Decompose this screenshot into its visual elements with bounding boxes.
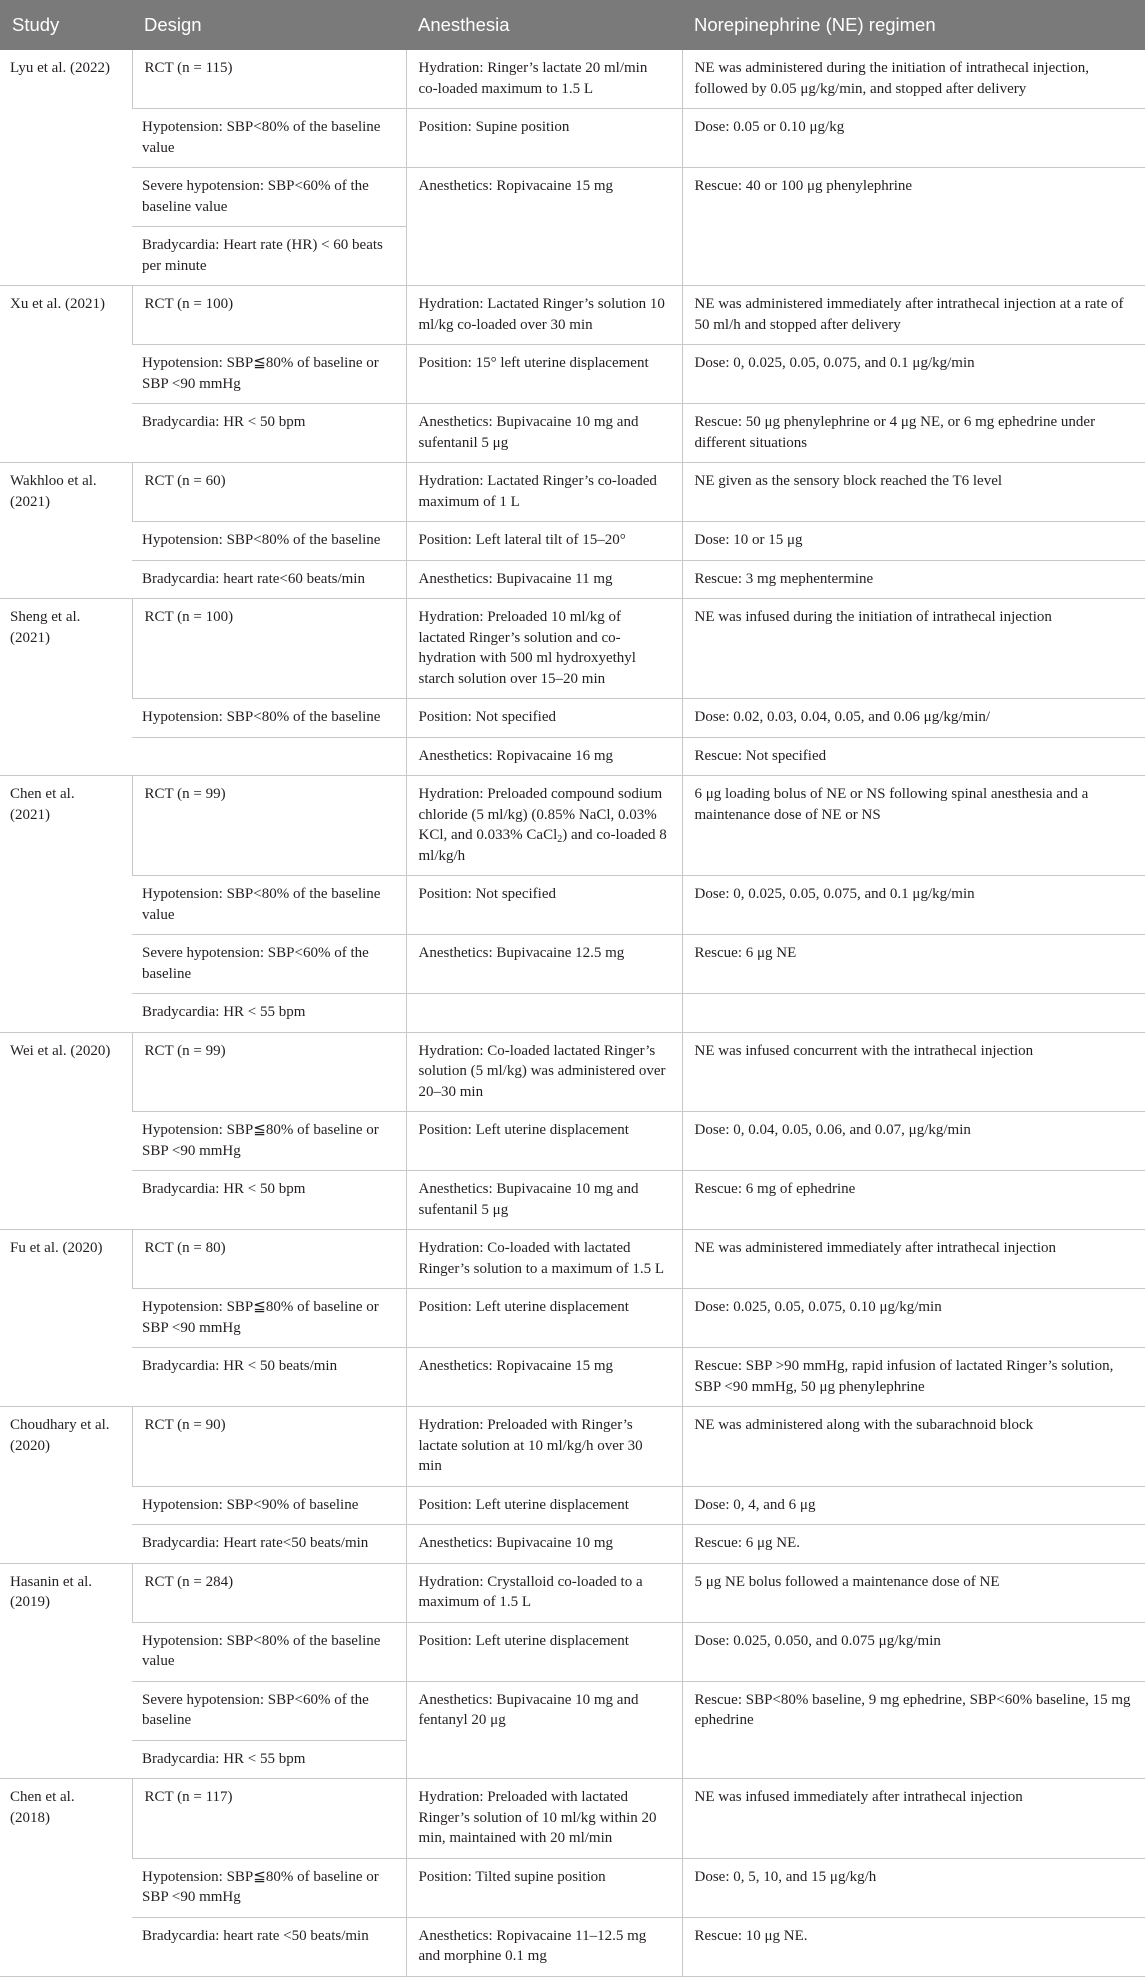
- ne-regimen-cell: Rescue: Not specified: [682, 737, 1145, 776]
- ne-regimen-cell: Dose: 0.05 or 0.10 μg/kg: [682, 109, 1145, 168]
- ne-regimen-cell: Rescue: 6 mg of ephedrine: [682, 1171, 1145, 1230]
- anesthesia-cell: Position: Left lateral tilt of 15–20°: [406, 522, 682, 561]
- ne-regimen-cell: Rescue: 10 μg NE.: [682, 1917, 1145, 1976]
- table-row: [0, 1681, 1145, 1740]
- study-cell: Xu et al. (2021): [0, 286, 132, 463]
- design-cell: Hypotension: SBP<80% of the baseline value: [132, 876, 406, 935]
- design-cell: Bradycardia: Heart rate<50 beats/min: [132, 1525, 406, 1564]
- design-cell: RCT (n = 99): [132, 1032, 406, 1112]
- design-cell: RCT (n = 60): [132, 463, 406, 522]
- ne-regimen-cell: NE was administered during the initiation of intrathecal injection, followed by 0.05 μg/kg/min, and stopped after delivery: [682, 50, 1145, 109]
- table-row: [0, 1563, 1145, 1622]
- ne-regimen-cell: Dose: 10 or 15 μg: [682, 522, 1145, 561]
- design-cell: [132, 737, 406, 776]
- anesthesia-cell: Anesthetics: Bupivacaine 11 mg: [406, 560, 682, 599]
- anesthesia-cell: Position: Left uterine displacement: [406, 1289, 682, 1348]
- ne-regimen-cell: Dose: 0.02, 0.03, 0.04, 0.05, and 0.06 μg/kg/min/: [682, 699, 1145, 738]
- design-cell: Severe hypotension: SBP<60% of the baseline value: [132, 168, 406, 227]
- anesthesia-cell: Position: 15° left uterine displacement: [406, 345, 682, 404]
- anesthesia-cell: Hydration: Lactated Ringer’s solution 10 ml/kg co-loaded over 30 min: [406, 286, 682, 345]
- ne-regimen-cell: NE given as the sensory block reached the T6 level: [682, 463, 1145, 522]
- table-row: [0, 168, 1145, 227]
- ne-regimen-cell: NE was infused concurrent with the intrathecal injection: [682, 1032, 1145, 1112]
- table-row: [0, 935, 1145, 994]
- table-row: [0, 599, 1145, 699]
- table-row: [0, 1171, 1145, 1230]
- ne-regimen-cell: NE was infused during the initiation of intrathecal injection: [682, 599, 1145, 699]
- anesthesia-cell: [406, 776, 682, 876]
- table-row: [0, 286, 1145, 345]
- table-body: [0, 50, 1145, 1976]
- design-cell: RCT (n = 80): [132, 1230, 406, 1289]
- study-cell: Chen et al. (2018): [0, 1779, 132, 1977]
- design-cell: Hypotension: SBP<80% of the baseline value: [132, 109, 406, 168]
- design-cell: RCT (n = 284): [132, 1563, 406, 1622]
- table-row: [0, 699, 1145, 738]
- table-header: [0, 0, 1145, 50]
- ne-regimen-cell: Rescue: 50 μg phenylephrine or 4 μg NE, or 6 mg ephedrine under different situations: [682, 404, 1145, 463]
- design-cell: Bradycardia: heart rate <50 beats/min: [132, 1917, 406, 1976]
- table-row: [0, 876, 1145, 935]
- table-row: [0, 404, 1145, 463]
- table-row: [0, 1622, 1145, 1681]
- anesthesia-cell: Hydration: Preloaded with Ringer’s lactate solution at 10 ml/kg/h over 30 min: [406, 1407, 682, 1487]
- anesthesia-cell: Anesthetics: Bupivacaine 10 mg and sufentanil 5 μg: [406, 1171, 682, 1230]
- anesthesia-cell: Hydration: Lactated Ringer’s co-loaded maximum of 1 L: [406, 463, 682, 522]
- ne-regimen-cell: 6 μg loading bolus of NE or NS following spinal anesthesia and a maintenance dose of NE or NS: [682, 776, 1145, 876]
- design-cell: Bradycardia: heart rate<60 beats/min: [132, 560, 406, 599]
- ne-regimen-cell: NE was administered immediately after intrathecal injection: [682, 1230, 1145, 1289]
- table-row: [0, 1032, 1145, 1112]
- design-cell: RCT (n = 90): [132, 1407, 406, 1487]
- ne-regimen-cell: Dose: 0, 0.04, 0.05, 0.06, and 0.07, μg/kg/min: [682, 1112, 1145, 1171]
- design-cell: RCT (n = 117): [132, 1779, 406, 1859]
- table-row: [0, 1486, 1145, 1525]
- table-row: [0, 1348, 1145, 1407]
- ne-regimen-cell: NE was administered immediately after intrathecal injection at a rate of 50 ml/h and stopped after delivery: [682, 286, 1145, 345]
- design-cell: Bradycardia: Heart rate (HR) < 60 beats per minute: [132, 227, 406, 286]
- ne-regimen-cell: Rescue: 6 μg NE.: [682, 1525, 1145, 1564]
- design-cell: RCT (n = 99): [132, 776, 406, 876]
- design-cell: RCT (n = 100): [132, 286, 406, 345]
- study-cell: Lyu et al. (2022): [0, 50, 132, 286]
- table-row: [0, 50, 1145, 109]
- anesthesia-cell: Anesthetics: Ropivacaine 15 mg: [406, 1348, 682, 1407]
- ne-regimen-cell: Dose: 0.025, 0.05, 0.075, 0.10 μg/kg/min: [682, 1289, 1145, 1348]
- design-cell: Hypotension: SBP≦80% of baseline or SBP <90 mmHg: [132, 1112, 406, 1171]
- table-row: [0, 776, 1145, 876]
- anesthesia-cell: Position: Not specified: [406, 699, 682, 738]
- design-cell: Hypotension: SBP<80% of the baseline: [132, 522, 406, 561]
- ne-regimen-cell: Rescue: SBP >90 mmHg, rapid infusion of lactated Ringer’s solution, SBP <90 mmHg, 50 μg phenylephrine: [682, 1348, 1145, 1407]
- study-cell: Fu et al. (2020): [0, 1230, 132, 1407]
- ne-regimen-cell: Dose: 0, 5, 10, and 15 μg/kg/h: [682, 1858, 1145, 1917]
- anesthesia-cell: Hydration: Preloaded 10 ml/kg of lactated Ringer’s solution and co-hydration with 500 ml hydroxyethyl starch solution over 15–20 min: [406, 599, 682, 699]
- design-cell: Bradycardia: HR < 55 bpm: [132, 1740, 406, 1779]
- design-cell: Bradycardia: HR < 50 bpm: [132, 404, 406, 463]
- study-cell: Sheng et al. (2021): [0, 599, 132, 776]
- table-row: [0, 1779, 1145, 1859]
- anesthesia-cell: Anesthetics: Bupivacaine 10 mg and fentanyl 20 μg: [406, 1681, 682, 1779]
- anesthesia-text: Hydration: Preloaded compound sodium chloride (5 ml/kg) (0.85% NaCl, 0.03% KCl, and 0.033% CaCl: [418, 786, 663, 843]
- column-header-ne-regimen: Norepinephrine (NE) regimen: [682, 0, 1145, 50]
- anesthesia-cell: Position: Not specified: [406, 876, 682, 935]
- design-cell: Hypotension: SBP≦80% of baseline or SBP <90 mmHg: [132, 345, 406, 404]
- anesthesia-cell: Hydration: Ringer’s lactate 20 ml/min co-loaded maximum to 1.5 L: [406, 50, 682, 109]
- anesthesia-cell: Position: Supine position: [406, 109, 682, 168]
- table-row: [0, 1917, 1145, 1976]
- anesthesia-cell: Anesthetics: Bupivacaine 12.5 mg: [406, 935, 682, 994]
- anesthesia-text-tail: ) and co-loaded 8 ml/kg/h: [418, 827, 667, 864]
- table-row: [0, 345, 1145, 404]
- design-cell: RCT (n = 100): [132, 599, 406, 699]
- table-row: [0, 1230, 1145, 1289]
- design-cell: Severe hypotension: SBP<60% of the baseline: [132, 1681, 406, 1740]
- study-cell: Wei et al. (2020): [0, 1032, 132, 1230]
- anesthesia-cell: Hydration: Co-loaded lactated Ringer’s solution (5 ml/kg) was administered over 20–30 min: [406, 1032, 682, 1112]
- design-cell: Severe hypotension: SBP<60% of the baseline: [132, 935, 406, 994]
- study-cell: Wakhloo et al. (2021): [0, 463, 132, 599]
- ne-regimen-cell: 5 μg NE bolus followed a maintenance dose of NE: [682, 1563, 1145, 1622]
- study-cell: Hasanin et al. (2019): [0, 1563, 132, 1779]
- ne-regimen-cell: NE was administered along with the subarachnoid block: [682, 1407, 1145, 1487]
- table-row: [0, 1112, 1145, 1171]
- table-row: [0, 737, 1145, 776]
- column-header-anesthesia: Anesthesia: [406, 0, 682, 50]
- anesthesia-cell: Hydration: Preloaded with lactated Ringer’s solution of 10 ml/kg within 20 min, maintained with 20 ml/min: [406, 1779, 682, 1859]
- column-header-study: Study: [0, 0, 132, 50]
- ne-regimen-cell: NE was infused immediately after intrathecal injection: [682, 1779, 1145, 1859]
- header-row: [0, 0, 1145, 50]
- table-row: [0, 1858, 1145, 1917]
- table-row: [0, 994, 1145, 1033]
- table-row: [0, 1525, 1145, 1564]
- anesthesia-cell: Position: Left uterine displacement: [406, 1486, 682, 1525]
- design-cell: Bradycardia: HR < 50 beats/min: [132, 1348, 406, 1407]
- anesthesia-cell: Hydration: Co-loaded with lactated Ringer’s solution to a maximum of 1.5 L: [406, 1230, 682, 1289]
- ne-regimen-cell: Dose: 0, 0.025, 0.05, 0.075, and 0.1 μg/kg/min: [682, 345, 1145, 404]
- ne-regimen-cell: Rescue: 3 mg mephentermine: [682, 560, 1145, 599]
- design-cell: Bradycardia: HR < 55 bpm: [132, 994, 406, 1033]
- anesthesia-cell: Anesthetics: Bupivacaine 10 mg and sufentanil 5 μg: [406, 404, 682, 463]
- anesthesia-cell: Position: Left uterine displacement: [406, 1622, 682, 1681]
- table-row: [0, 1407, 1145, 1487]
- table-row: [0, 1289, 1145, 1348]
- design-cell: Bradycardia: HR < 50 bpm: [132, 1171, 406, 1230]
- table-row: [0, 109, 1145, 168]
- anesthesia-cell: Anesthetics: Ropivacaine 16 mg: [406, 737, 682, 776]
- design-cell: Hypotension: SBP<80% of the baseline: [132, 699, 406, 738]
- column-header-design: Design: [132, 0, 406, 50]
- table-row: [0, 522, 1145, 561]
- anesthesia-cell: Anesthetics: Ropivacaine 15 mg: [406, 168, 682, 286]
- anesthesia-cell: Anesthetics: Ropivacaine 11–12.5 mg and morphine 0.1 mg: [406, 1917, 682, 1976]
- anesthesia-cell: Position: Left uterine displacement: [406, 1112, 682, 1171]
- design-cell: Hypotension: SBP<80% of the baseline value: [132, 1622, 406, 1681]
- design-cell: Hypotension: SBP≦80% of baseline or SBP <90 mmHg: [132, 1858, 406, 1917]
- ne-regimen-cell: [682, 994, 1145, 1033]
- table-row: [0, 560, 1145, 599]
- design-cell: RCT (n = 115): [132, 50, 406, 109]
- anesthesia-subscript: 2: [557, 834, 563, 845]
- design-cell: Hypotension: SBP≦80% of baseline or SBP <90 mmHg: [132, 1289, 406, 1348]
- anesthesia-cell: Anesthetics: Bupivacaine 10 mg: [406, 1525, 682, 1564]
- table-row: [0, 463, 1145, 522]
- ne-regimen-cell: Dose: 0, 4, and 6 μg: [682, 1486, 1145, 1525]
- anesthesia-cell: Position: Tilted supine position: [406, 1858, 682, 1917]
- anesthesia-cell: [406, 994, 682, 1033]
- ne-regimen-cell: Rescue: 6 μg NE: [682, 935, 1145, 994]
- ne-regimen-cell: Rescue: 40 or 100 μg phenylephrine: [682, 168, 1145, 286]
- study-cell: Choudhary et al. (2020): [0, 1407, 132, 1564]
- ne-regimen-cell: Dose: 0, 0.025, 0.05, 0.075, and 0.1 μg/kg/min: [682, 876, 1145, 935]
- ne-regimen-cell: Dose: 0.025, 0.050, and 0.075 μg/kg/min: [682, 1622, 1145, 1681]
- design-cell: Hypotension: SBP<90% of baseline: [132, 1486, 406, 1525]
- study-cell: Chen et al. (2021): [0, 776, 132, 1033]
- anesthesia-cell: Hydration: Crystalloid co-loaded to a maximum of 1.5 L: [406, 1563, 682, 1622]
- ne-regimen-cell: Rescue: SBP<80% baseline, 9 mg ephedrine, SBP<60% baseline, 15 mg ephedrine: [682, 1681, 1145, 1779]
